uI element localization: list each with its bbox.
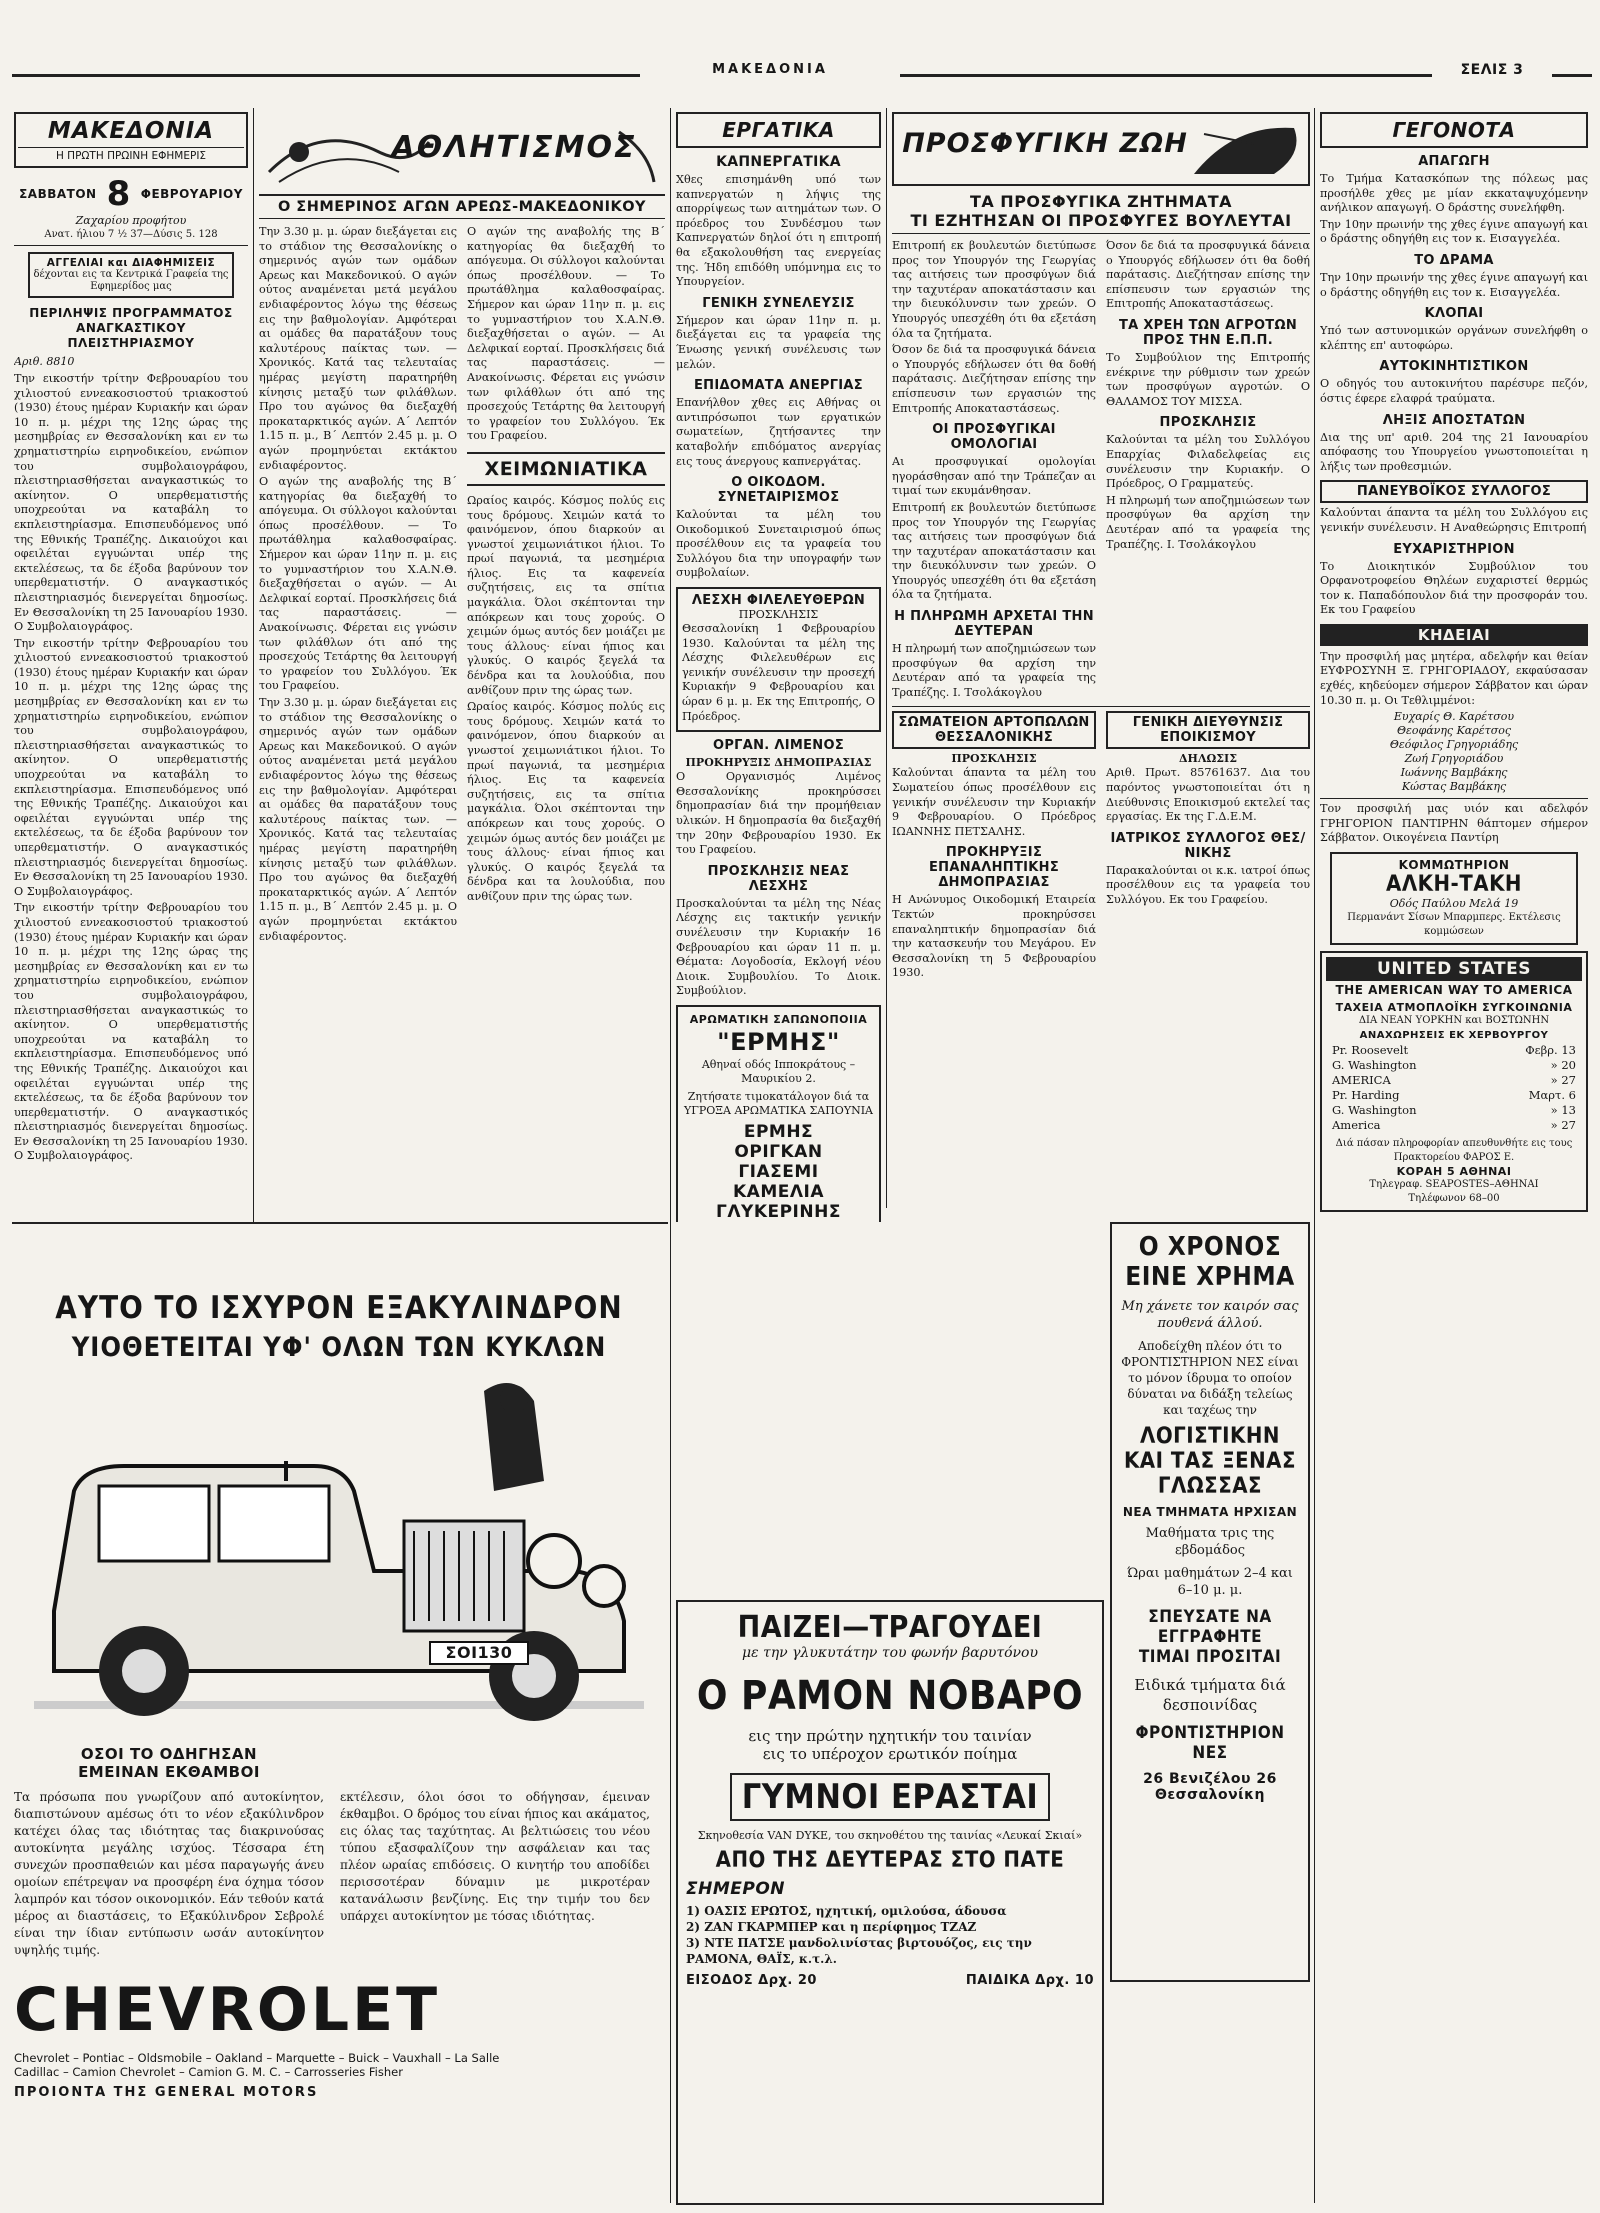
events-text-b-continued: Την 10ην πρωινήν της χθες έγινε απαγωγή και ο δράστης οδηγήθη εις τον κ. Εισαγγελέα. (1320, 270, 1588, 299)
nameplate-tagline: Η ΠΡΩΤΗ ΠΡΩΙΝΗ ΕΦΗΜΕΡΙΣ (18, 147, 244, 162)
tutoring-line-2: ΕΙΝΕ ΧΡΗΜΑ (1125, 1262, 1295, 1292)
labor-text-c: Επανήλθον χθες εις Αθήνας οι αντιπρόσωποι των εργατικών σωματείων, ζητήσαντες την καταβολήν επιδόματος ανεργίας εις τους άνεργους καπνεργάτας. (676, 396, 881, 468)
port-text: Ο Οργανισμός Λιμένος Θεσσαλονίκης προκηρύσσει δημοπρασίαν διά την προμήθειαν υλικών. Η δημοπρασία θα διεξαχθή την 20ην Φεβρουαρίου 1930. Εκ του Γραφείου. (676, 770, 881, 857)
sailing-day: 27 (1561, 1073, 1576, 1088)
column-rule (670, 108, 671, 2203)
sailing-row (1332, 1103, 1576, 1118)
column-3 (676, 112, 881, 1222)
sailing-row (1332, 1043, 1576, 1058)
mourner: Ζωή Γρηγοριάδου (1404, 752, 1504, 766)
labor-sub-1: ΓΕΝΙΚΗ ΣΥΝΕΛΕΥΣΙΣ (702, 295, 855, 311)
sports-text-a-continued: Ο αγών της αναβολής της Β΄ κατηγορίας θα διεξαχθή το απόγευμα. Οι σύλλογοι καλούνται όπως προσέλθουν. — Το πρωτάθλημα καλαθοσφαίρας. Σήμερον και ώραν 11ην π. μ. εις το γυμναστήριον του Χ.Α.Ν.Θ. διεξαχθήσεται ο αγών. — Αι Δελφικαί εορταί. Προσκλήσεις διά τας παραστάσεις. — Ανακοίνωσις. Φέρεται εις γνώσιν των φιλάθλων ότι από της προσεχούς Τετάρτης θα λειτουργή το γραφείον του Συλλόγου. Έκ του Γραφείου. (259, 475, 457, 693)
events-sub-5: ΛΗΞΙΣ ΑΠΟΣΤΑΤΩΝ (1382, 412, 1526, 428)
us-lines-ad (1320, 951, 1588, 1212)
chevrolet-models-2: Cadillac – Camion Chevrolet – Camion G. M. C. – Carrosseries Fisher (14, 2065, 403, 2079)
refugee-banner (892, 112, 1310, 186)
refugee-sub-2: ΤΑ ΧΡΕΗ ΤΩΝ ΑΓΡΟΤΩΝ ΠΡΟΣ ΤΗΝ Ε.Π.Π. (1118, 317, 1298, 348)
column-4 (892, 112, 1310, 1222)
auction-title: ΠΡΟΚΗΡΥΞΙΣ ΕΠΑΝΑΛΗΠΤΙΚΗΣ ΔΗΜΟΠΡΑΣΙΑΣ (928, 845, 1060, 891)
us-lines-text: ΤΑΧΕΙΑ ΑΤΜΟΠΛΟΪΚΗ ΣΥΓΚΟΙΝΩΝΙΑ (1335, 1001, 1573, 1015)
car-icon (14, 1371, 664, 1741)
column-rule (1314, 108, 1315, 2203)
bakers-title: ΣΩΜΑΤΕΙΟΝ ΑΡΤΟΠΩΛΩΝ ΘΕΣΣΑΛΟΝΙΚΗΣ (892, 711, 1096, 749)
funeral-title: ΚΗΔΕΙΑΙ (1320, 624, 1588, 646)
article-number: Αριθ. 8810 (14, 355, 75, 368)
masthead-strip (0, 48, 1600, 100)
thanks-text: Το Διοικητικόν Συμβούλιον του Ορφανοτροφείου Θηλέων ευχαριστεί θερμώς τον κ. Παπαδόπουλον διά την προσφοράν του. Εκ του Γραφείου (1320, 559, 1588, 617)
sailing-month: » (1550, 1118, 1558, 1133)
column-rule (886, 108, 887, 1208)
sailing-month: » (1550, 1073, 1558, 1088)
refugee-headline-2: ΤΙ ΕΖΗΤΗΣΑΝ ΟΙ ΠΡΟΣΦΥΓΕΣ ΒΟΥΛΕΥΤΑΙ (892, 211, 1310, 234)
ads-notice-box (28, 252, 234, 298)
cinema-film: 1) ΟΑΣΙΣ ΕΡΩΤΟΣ, ηχητική, ομιλούσα, άδουσα (686, 1904, 1007, 1918)
sailing-row (1332, 1088, 1576, 1103)
nameplate-title: ΜΑΚΕΔΟΝΙΑ (47, 118, 215, 144)
day-number: 8 (106, 174, 131, 214)
cinema-when: ΑΠΟ ΤΗΣ ΔΕΥΤΕΡΑΣ ΣΤΟ ΠΑΤΕ (715, 1848, 1065, 1873)
tutoring-big-2: ΚΑΙ ΤΑΣ ΞΕΝΑΣ (1123, 1449, 1297, 1474)
chevrolet-body-right: εκτέλεσιν, όλοι όσοι το οδήγησαν, έμειναν έκθαμβοι. Ο δρόμος του είναι ήπιος και ακάματος, εις όλας τας ταχύτητας. Αι βελτιώσεις του νέου τύπου εξασφαλίζουν την ασφάλειαν και τας πλέον ωραίας επιδόσεις. Ο κινητήρ του αποδίδει περισσοτέραν δύναμιν με μικροτέραν κατανάλωσιν βενζίνης. Εις την τιμήν του δεν υπάρχει αυτοκίνητον με τόσας ιδιότητας. (340, 1790, 650, 1923)
refugee-text-d: Το Συμβούλιον της Επιτροπής ενέκρινε την ρύθμισιν των χρεών των προσφύγων αγροτών. Ο ΘΑΛΑΜΟΣ ΤΟΥ ΜΙΣΣΑ. (1106, 350, 1310, 408)
refugee-text-a: Επιτροπή εκ βουλευτών διετύπωσε προς τον Υπουργόν της Γεωργίας τας αιτήσεις των προσφύγων διά την ταχυτέραν αποκατάστασιν και την διευκόλυνσιν των χρεών. Ο Υπουργός υπεσχέθη ότι θα εξετάση όλα τα ζητήματα. (892, 239, 1096, 340)
tutoring-line-7: Ώραι μαθημάτων 2–4 και 6–10 μ. μ. (1127, 1566, 1293, 1598)
us-lines-departures: ΑΝΑΧΩΡΗΣΕΙΣ ΕΚ ΧΕΡΒΟΥΡΓΟΥ (1359, 1030, 1549, 1042)
column-5 (1320, 112, 1588, 2207)
port-title: ΟΡΓΑΝ. ΛΙΜΕΝΟΣ (713, 738, 844, 754)
cinema-films (686, 1903, 1094, 1967)
sailing-day: 13 (1561, 1103, 1576, 1118)
us-lines-title: UNITED STATES (1326, 957, 1582, 981)
us-lines-agent-address: ΚΟΡΑΗ 5 ΑΘΗΝΑΙ (1396, 1165, 1512, 1179)
saint-of-day: Ζαχαρίου προφήτου (75, 214, 187, 227)
ship: Pr. Harding (1332, 1088, 1400, 1103)
refugee-sub-3: ΠΡΟΣΚΛΗΣΙΣ (1159, 415, 1257, 431)
cinema-ad (676, 1600, 1104, 2205)
chevrolet-slogan-1: ΑΥΤΟ ΤΟ ΙΣΧΥΡΟΝ ΕΞΑΚΥΛΙΝΔΡΟΝ (55, 1290, 623, 1326)
mourner: Θεόφιλος Γρηγοριάδης (1389, 738, 1519, 752)
tutoring-big-3: ΓΛΩΣΣΑΣ (1157, 1474, 1263, 1499)
refugee-headline-1: ΤΑ ΠΡΟΣΦΥΓΙΚΑ ΖΗΤΗΜΑΤΑ (969, 192, 1233, 211)
sailing-month: Μαρτ. (1528, 1088, 1566, 1103)
chevrolet-subhead-1: ΟΣΟΙ ΤΟ ΟΔΗΓΗΣΑΝ (80, 1745, 258, 1763)
tutoring-address: 26 Βενιζέλου 26 (1143, 1771, 1277, 1787)
refugee-sub-1: ΟΙ ΠΡΟΣΦΥΓΙΚΑΙ ΟΜΟΛΟΓΙΑΙ (932, 422, 1056, 453)
events-banner: ΓΕΓΟΝΟΤΑ (1320, 112, 1588, 148)
chevrolet-footer: ΠΡΟΙΟΝΤΑ ΤΗΣ GENERAL MOTORS (14, 2085, 319, 2100)
cinema-film: 2) ΖΑΝ ΓΚΑΡΜΠΕΡ και η περίφημος ΤΖΑΖ (686, 1920, 977, 1934)
chevrolet-brand: CHEVROLET (14, 1975, 441, 2045)
labor-banner: ΕΡΓΑΤΙΚΑ (676, 112, 881, 148)
cinema-today: ΣΗΜΕΡΟΝ (686, 1879, 786, 1899)
us-lines-phone: Τηλέφωνον 68–00 (1408, 1193, 1500, 1205)
cinema-prices (686, 1973, 1094, 1988)
us-lines-agent: Διά πάσαν πληροφορίαν απευθυνθήτε εις τους Πρακτορείου ΦΑΡΟΣ Ε. (1335, 1138, 1573, 1164)
new-club-text: Προσκαλούνται τα μέλη της Νέας Λέσχης εις τακτικήν γενικήν συνέλευσιν την Κυριακήν 16 Φεβρουαρίου και ώραν 11 π. μ. Θέματα: Λογοδοσία, Εκλογή νέου Διοικ. Συμβουλίου. Το Διοικ. Συμβούλιον. (676, 896, 881, 998)
club-text: Θεσσαλονίκη 1 Φεβρουαρίου 1930. Καλούνται τα μέλη της Λέσχης Φιλελευθέρων εις γενικήν συνέλευσιν την προσεχή Κυριακήν 9 Φεβρουαρίου και ώραν 6 μ. μ. Εκ της Επιτροπής, Ο Πρόεδρος. (682, 622, 875, 723)
sports-text-a: Την 3.30 μ. μ. ώραν διεξάγεται εις το στάδιον της Θεσσαλονίκης ο σημερινός αγών των ομάδων Αρεως και Μακεδονικού. Ο αγών ούτος αναμένεται μετά μεγάλου ενδιαφέροντος λόγω της θέσεως εις την βαθμολογίαν. Αμφότεραι αι ομάδες θα παρατάξουν τους καλυτέρους παίκτας των. — Χρονικός. Κατά τας τελευταίας ημέρας μεγίστη παρατηρήθη κίνησις μεταξύ των φιλάθλων. Προ του αγώνος θα διεξαχθή προκαταρκτικός αγών. Α΄ Λεπτόν 1.15 π. μ., Β΄ Λεπτόν 2.45 μ. μ. Ο αγών προμηνύεται εκτάκτου ενδιαφέροντος. (259, 225, 457, 472)
chevrolet-body-left: Τα πρόσωπα που γνωρίζουν από αυτοκίνητον, διαπιστώνουν αμέσως ότι το νέον εξακύλινδρον κατέχει όλας τας ιδιότητας τας διακρινούσας αυτοκίνητα μεγάλης ισχύος. Τέσσαρα έτη συνεχών προσπαθειών και μέσα παραγωγής άνευ ομοίων επέτρεψαν να προσφέρη ένα όχημα τόσον λαμπρόν και τόσον οικονομικόν. Εάν τεθούν κατά μέρος αι διαστάσεις, το Εξακύλινδρον Σεβρολέ είναι την ίδιαν εντύπωσιν ωσάν αυτοκίνητον υψηλής τιμής. (14, 1790, 324, 1957)
sailing-day: 6 (1568, 1088, 1576, 1103)
column-2 (259, 112, 665, 1217)
events-sub-3: ΚΛΟΠΑΙ (1424, 306, 1484, 322)
refugee-text-c-continued: Επιτροπή εκ βουλευτών διετύπωσε προς τον Υπουργόν της Γεωργίας τας αιτήσεις των προσφύγων διά την ταχυτέραν αποκατάστασιν και την διευκόλυνσιν των χρεών. Ο Υπουργός υπεσχέθη ότι θα εξετάση όλα τα ζητήματα. (892, 500, 1096, 602)
us-lines-telegraph: Τηλεγραφ. SEAPOSTES–ΑΘΗΝΑΙ (1369, 1179, 1539, 1191)
new-club-title: ΠΡΟΣΚΛΗΣΙΣ ΝΕΑΣ ΛΕΣΧΗΣ (707, 863, 850, 894)
refugee-text-b: Όσον δε διά τα προσφυγικά δάνεια ο Υπουργός εδήλωσεν ότι θα δοθή παράτασις. Διεζήτησαν επίσης την επίσπευσιν των εργασιών της Επιτροπής Αποκαταστάσεως. (1106, 239, 1310, 311)
cinema-film: 3) ΝΤΕ ΠΑΤΣΕ μανδολινίστας βιρτουόζος, εις την ΡΑΜΟΝΑ, ΘΑΪΣ, κ.τ.λ. (686, 1936, 1032, 1966)
sailing-row (1332, 1118, 1576, 1133)
events-text-e: Δια της υπ' αριθ. 204 της 21 Ιανουαρίου απόφασης του Υπουργείου γνωστοποιείται η λήξις των προθεσμιών. (1320, 430, 1588, 473)
article-body-continued: Την εικοστήν τρίτην Φεβρουαρίου του χιλιοστού εννεακοσιοστού τριακοστού (1930) έτους ημέραν Κυριακήν και ώραν 10 π. μ. μέχρι της 12ης ώρας της μεσημβρίας εν Θεσσαλονίκη και εν τω χρηματιστηρίω ειρηνοδικείου, ενώπιον του συμβολαιογράφου, πλειστηριασθήσεται αναγκαστικώς το ακίνητον. Ο υπερθεματιστής υποχρεούται να καταβάλη το εκπλειστηρίασμα. Επισπευδόμενος υπό της Εθνικής Τραπέζης. Δικαιούχοι και οφειλέται εγγυώνται υπέρ της εκτελέσεως, τα δε έξοδα βαρύνουν τον υπερθεματιστήν. Ο αναγκαστικός πλειστηριασμός διενεργείται δημοσίως. Εν Θεσσαλονίκη τη 25 Ιανουαρίου 1930. Ο Συμβολαιογράφος. (14, 901, 248, 1163)
us-lines-route: ΔΙΑ ΝΕΑΝ ΥΟΡΚΗΝ και ΒΟΣΤΩΝΗΝ (1358, 1015, 1550, 1027)
labor-text-d: Καλούνται τα μέλη του Οικοδομικού Συνεταιρισμού όπως προσέλθουν εις τα γραφεία του Συλλόγου δια την υπογραφήν των συμβολαίων. (676, 508, 881, 580)
chevrolet-ad (14, 1290, 664, 2205)
winter-title: ΧΕΙΜΩΝΙΑΤΙΚΑ (467, 452, 665, 486)
refugee-text-e: Καλούνται τα μέλη του Συλλόγου Επαρχίας Φιλαδελφείας εις συνέλευσιν την Κυριακήν. Ο Πρόεδρος, Ο Γραμματεύς. (1106, 433, 1310, 491)
cinema-mid-2: εις το υπέροχον ερωτικόν ποίημα (762, 1745, 1018, 1763)
tutoring-line-8: ΣΠΕΥΣΑΤΕ ΝΑ ΕΓΓΡΑΦΗΤΕ (1148, 1607, 1272, 1647)
sports-text-a-continued: Την 3.30 μ. μ. ώραν διεξάγεται εις το στάδιον της Θεσσαλονίκης ο σημερινός αγών των ομάδων Αρεως και Μακεδονικού. Ο αγών ούτος αναμένεται μετά μεγάλου ενδιαφέροντος λόγω της θέσεως εις την βαθμολογίαν. Αμφότεραι αι ομάδες θα παρατάξουν τους καλυτέρους παίκτας των. — Χρονικός. Κατά τας τελευταίας ημέρας μεγίστη παρατηρήθη κίνησις μεταξύ των φιλάθλων. Προ του αγώνος θα διεξαχθή προκαταρκτικός αγών. Α΄ Λεπτόν 1.15 π. μ., Β΄ Λεπτόν 2.45 μ. μ. Ο αγών προμηνύεται εκτάκτου ενδιαφέροντος. (259, 696, 457, 943)
mourner: Κώστας Βαμβάκης (1401, 780, 1507, 794)
sailing-row (1332, 1058, 1576, 1073)
license-plate: ΣΟΙ130 (429, 1641, 529, 1665)
ship: G. Washington (1332, 1058, 1417, 1073)
us-lines-sub: THE AMERICAN WAY TO AMERICA (1335, 983, 1573, 998)
tutoring-line-9: ΤΙΜΑΙ ΠΡΟΣΙΤΑΙ (1138, 1647, 1282, 1667)
salon-address: Οδός Παύλου Μελά 19 (1389, 897, 1519, 911)
refugee-text-a-continued: Όσον δε διά τα προσφυγικά δάνεια ο Υπουργός εδήλωσεν ότι θα δοθή παράτασις. Διεζήτησαν επίσης την επίσπευσιν των εργασιών της Επιτροπής Αποκαταστάσεως. (892, 343, 1096, 415)
soap-title: ΑΡΩΜΑΤΙΚΗ ΣΑΠΩΝΟΠΟΙΙΑ (689, 1012, 868, 1026)
tutoring-line-5: ΝΕΑ ΤΜΗΜΑΤΑ ΗΡΧΙΣΑΝ (1122, 1505, 1298, 1519)
article-body: Την εικοστήν τρίτην Φεβρουαρίου του χιλιοστού εννεακοσιοστού τριακοστού (1930) έτους ημέραν Κυριακήν και ώραν 10 π. μ. μέχρι της 12ης ώρας της μεσημβρίας εν Θεσσαλονίκη και εν τω χρηματιστηρίω ειρηνοδικείου, ενώπιον του συμβολαιογράφου, πλειστηριασθήσεται αναγκαστικώς το ακίνητον. Ο υπερθεματιστής υποχρεούται να καταβάλη το εκπλειστηρίασμα. Επισπευδόμενος υπό της Εθνικής Τραπέζης. Δικαιούχοι και οφειλέται εγγυώνται υπέρ της εκτελέσεως, τα δε έξοδα βαρύνουν τον υπερθεματιστήν. Ο αναγκαστικός πλειστηριασμός διενεργείται δημοσίως. Εν Θεσσαλονίκη τη 25 Ιανουαρίου 1930. Ο Συμβολαιογράφος. (14, 372, 248, 634)
ship: America (1332, 1118, 1381, 1133)
tutoring-big-1: ΛΟΓΙΣΤΙΚΗΝ (1140, 1424, 1280, 1449)
tutoring-city: Θεσσαλονίκη (1154, 1787, 1265, 1803)
doctors-text: Παρακαλούνται οι κ.κ. ιατροί όπως προσέλθουν εις τα γραφεία του Συλλόγου. Εκ του Γραφείου. (1106, 863, 1310, 906)
supply-title: ΓΕΝΙΚΗ ΔΙΕΥΘΥΝΣΙΣ ΕΠΟΙΚΙΣΜΟΥ (1106, 711, 1310, 749)
cinema-price-adult: ΕΙΣΟΔΟΣ Δρχ. 20 (686, 1973, 817, 1988)
sports-two-columns (259, 225, 665, 946)
page-number: ΣΕΛΙΣ 3 (1432, 62, 1552, 84)
club-title: ΛΕΣΧΗ ΦΙΛΕΛΕΥΘΕΡΩΝ (691, 593, 866, 609)
refugee-sub-4: Η ΠΛΗΡΩΜΗ ΑΡΧΕΤΑΙ ΤΗΝ ΔΕΥΤΕΡΑΝ (894, 609, 1094, 640)
sailing-month: » (1550, 1103, 1558, 1118)
refugee-text-c: Αι προσφυγικαί ομολογίαι ηγοράσθησαν από την Τράπεζαν αι τιμαί των εκυμάνθησαν. (892, 455, 1096, 498)
mourner: Θεοφάνης Καρέτσος (1396, 724, 1511, 738)
sailing-day: 13 (1561, 1043, 1576, 1058)
funeral-text: Την προσφιλή μας μητέρα, αδελφήν και θείαν ΕΥΦΡΟΣΥΝΗ Ξ. ΓΡΗΓΟΡΙΑΔΟΥ, εκφαύσασαν εχθές, κηδεύομεν σήμερον Σάββατον και ώραν 10.30 π. μ. Οι Τεθλιμμένοι: (1320, 649, 1588, 707)
car-illustration (14, 1371, 664, 1741)
tutoring-line-10: Ειδικά τμήματα διά δεσποινίδας (1134, 1676, 1286, 1714)
events-text-a: Το Τμήμα Κατασκόπων της πόλεως μας προσήλθε χθες με μίαν εκκαταψυχόμενην ανήλικον απαγωγή. Ο δράστης συνελήφθη. (1320, 172, 1588, 215)
mourner: Ιωάννης Βαμβάκης (1400, 766, 1508, 780)
soap-brand: "ΕΡΜΗΣ" (717, 1027, 840, 1056)
supply-text: Αριθ. Πρωτ. 85761637. Δια του παρόντος γνωστοποιείται ότι η Διεύθυνσις Εποικισμού εκτελεί τας εργασίας. Εκ της Γ.Δ.Ε.Μ. (1106, 766, 1310, 824)
club-text: Καλούνται άπαντα τα μέλη του Συλλόγου εις γενικήν συνέλευσιν. Η Αναθεώρησις Επιτροπή (1320, 506, 1588, 534)
soap-ad (676, 1005, 881, 1222)
port-sub: ΠΡΟΚΗΡΥΞΙΣ ΔΗΜΟΠΡΑΣΙΑΣ (685, 756, 872, 770)
chevrolet-models-1: Chevrolet – Pontiac – Oldsmobile – Oakland – Marquette – Buick – Vauxhall – La Salle (14, 2051, 500, 2065)
tutoring-line-6: Μαθήματα τρις της εβδομάδος (1145, 1526, 1275, 1558)
labor-text-b: Σήμερον και ώραν 11ην π. μ. διεξάγεται εις τα γραφεία της Ένωσης γενική συνέλευσις των μελών. (676, 313, 881, 371)
cinema-price-child: ΠΑΙΔΙΚΑ Δρχ. 10 (965, 1973, 1094, 1988)
sports-text-b: Ο αγών της αναβολής της Β΄ κατηγορίας θα διεξαχθή το απόγευμα. Οι σύλλογοι καλούνται όπως προσέλθουν. — Το πρωτάθλημα καλαθοσφαίρας. Σήμερον και ώραν 11ην π. μ. εις το γυμναστήριον του Χ.Α.Ν.Θ. διεξαχθήσεται ο αγών. — Αι Δελφικαί εορταί. Προσκλήσεις διά τας παραστάσεις. — Ανακοίνωσις. Φέρεται εις γνώσιν των φιλάθλων ότι από της προσεχούς Τετάρτης θα λειτουργή το γραφείον του Συλλόγου. Έκ του Γραφείου. (467, 225, 665, 443)
month: ΦΕΒΡΟΥΑΡΙΟΥ (140, 187, 243, 201)
tutoring-ad (1110, 1222, 1310, 1982)
ship: G. Washington (1332, 1103, 1417, 1118)
tutoring-line-1: Ο ΧΡΟΝΟΣ (1138, 1232, 1282, 1262)
bakers-text: Καλούνται άπαντα τα μέλη του Σωματείου όπως προσέλθουν εις γενικήν συνέλευσιν την Κυριακήν 9 Φεβρουαρίου. Ο Πρόεδρος ΙΩΑΝΝΗΣ ΠΕΤΣΑΛΗΣ. (892, 766, 1096, 838)
soap-address: Αθηναί οδός Ιπποκράτους – Μαυρικίου 2. (701, 1057, 856, 1085)
column-1 (14, 112, 248, 1217)
winter-text-continued: Ωραίος καιρός. Κόσμος πολύς εις τους δρόμους. Χειμών κατά το φαινόμενον, όπου διαρκούν αι γνωστοί χειμωνιάτικοι ήλιοι. Το πρωί παγωνιά, τα μεσημέρια ήλιος. Εις τα καφενεία συζητήσεις, εις τα σπίτια μαγκάλια. Όλοι σκέπτονται την απόκρεων και τους χορούς. Ο χειμών όμως αυτός δεν μοιάζει με τους άλλους· είναι ήπιος και γλυκύς. Ο καιρός ξεγελά τα δένδρα και τα λουλούδια, που ανθίζουν πριν της ώρας των. (467, 700, 665, 903)
auction-text: Η Ανώνυμος Οικοδομική Εταιρεία Τεκτών προκηρύσσει επαναληπτικήν δημοπρασίαν διά την κατασκευήν του Μεγάρου. Εν Θεσσαλονίκη τη 5 Φεβρουαρίου 1930. (892, 893, 1096, 980)
winter-text: Ωραίος καιρός. Κόσμος πολύς εις τους δρόμους. Χειμών κατά το φαινόμενον, όπου διαρκούν αι γνωστοί χειμωνιάτικοι ήλιοι. Το πρωί παγωνιά, τα μεσημέρια ήλιος. Εις τα καφενεία συζητήσεις, εις τα σπίτια μαγκάλια. Όλοι σκέπτονται την απόκρεων και τους χορούς. Ο χειμών όμως αυτός δεν μοιάζει με τους άλλους· είναι ήπιος και γλυκύς. Ο καιρός ξεγελά τα δένδρα και τα λουλούδια, που ανθίζουν πριν της ώρας των. (467, 493, 665, 697)
sailing-month: Φεβρ. (1525, 1043, 1558, 1058)
masthead-paper-name: ΜΑΚΕΔΟΝΙΑ (640, 62, 900, 84)
chevrolet-body (14, 1789, 664, 1961)
doctors-title: ΙΑΤΡΙΚΟΣ ΣΥΛΛΟΓΟΣ ΘΕΣ/ΝΙΚΗΣ (1110, 830, 1306, 861)
ads-notice-title: ΑΓΓΕΛΙΑΙ και ΔΙΑΦΗΜΙΣΕΙΣ (46, 257, 216, 269)
refugee-banner-title: ΠΡΟΣΦΥΓΙΚΗ ΖΩΗ (902, 128, 1188, 159)
labor-sub-3: Ο ΟΙΚΟΔΟΜ. ΣΥΝΕΤΑΙΡΙΣΜΟΣ (717, 475, 840, 506)
cinema-title: ΓΥΜΝΟΙ ΕΡΑΣΤΑΙ (730, 1773, 1051, 1821)
events-sub-2: ΤΟ ΔΡΑΜΑ (1414, 252, 1494, 268)
soap-text: Ζητήσατε τιμοκατάλογον διά τα ΥΓΡΟΞΑ ΑΡΩΜΑΤΙΚΑ ΣΑΠΟΥΝΙΑ (683, 1089, 873, 1117)
ads-notice-text: δέχονται εις τα Κεντρικά Γραφεία της Εφημερίδος μας (33, 269, 229, 292)
chevrolet-subhead-2: ΕΜΕΙΝΑΝ ΕΚΘΑΜΒΟΙ (78, 1763, 260, 1781)
salon-name: ΑΛΚΗ-ΤΑΚΗ (1386, 872, 1522, 898)
club-sub: ΠΡΟΣΚΛΗΣΙΣ (738, 608, 819, 622)
sailing-month: » (1550, 1058, 1558, 1073)
sports-headline: Ο ΣΗΜΕΡΙΝΟΣ ΑΓΩΝ ΑΡΕΩΣ-ΜΑΚΕΔΟΝΙΚΟΥ (259, 194, 665, 219)
cinema-director: Σκηνοθεσία VAN DYKE, του σκηνοθέτου της ταινίας «Λευκαί Σκιαί» (697, 1829, 1083, 1842)
cinema-star: Ο ΡΑΜΟΝ ΝΟΒΑΡΟ (696, 1673, 1084, 1719)
sailing-row (1332, 1073, 1576, 1088)
soap-product: ΓΙΑΣΕΜΙ (738, 1161, 819, 1182)
refugee-text-e-continued: Η πληρωμή των αποζημιώσεων των προσφύγων θα αρχίση την Δευτέραν από τα γραφεία της Τραπέζης. Ι. Τσολάκογλου (1106, 493, 1310, 551)
sailing-table (1326, 1043, 1582, 1133)
salon-ad (1330, 852, 1578, 945)
chevrolet-slogan-2: ΥΙΟΘΕΤΕΙΤΑΙ ΥΦ' ΟΛΩΝ ΤΩΝ ΚΥΚΛΩΝ (71, 1332, 607, 1363)
salon-title: ΚΟΜΜΩΤΗΡΙΟΝ (1398, 858, 1510, 873)
cinema-mid: εις την πρώτην ηχητικήν του ταινίαν (748, 1727, 1032, 1745)
soap-product: ΕΡΜΗΣ (743, 1121, 814, 1142)
column-rule (253, 108, 254, 1223)
funeral-2-text: Τον προσφιλή μας υιόν και αδελφόν ΓΡΗΓΟΡΙΟΝ ΠΑΝΤΙΡΗΝ θάπτομεν σήμερον Σάββατον. Οικογένεια Παντίρη (1320, 798, 1588, 846)
tutoring-line-3: Μη χάνετε τον καιρόν σας πουθενά άλλού. (1121, 1299, 1299, 1331)
ship: Pr. Roosevelt (1332, 1043, 1409, 1058)
bakers-sub: ΠΡΟΣΚΛΗΣΙΣ (951, 752, 1037, 766)
refugee-text-f: Η πληρωμή των αποζημιώσεων των προσφύγων θα αρχίση την Δευτέραν από τα γραφεία της Τραπέζης. Ι. Τσολάκογλου (892, 642, 1096, 699)
events-sub-4: ΑΥΤΟΚΙΝΗΤΙΣΤΙΚΟΝ (1379, 359, 1529, 375)
events-text-c: Υπό των αστυνομικών οργάνων συνελήφθη ο κλέπτης επ' αυτοφώρω. (1320, 324, 1588, 352)
sports-banner-title: ΑΘΛΗΤΙΣΜΟΣ (391, 130, 637, 165)
article-title: ΠΕΡΙΛΗΨΙΣ ΠΡΟΓΡΑΜΜΑΤΟΣ ΑΝΑΓΚΑΣΤΙΚΟΥ ΠΛΕΙΣΤΗΡΙΑΣΜΟΥ (29, 306, 233, 350)
labor-text-a: Χθες επισημάνθη υπό των καπνεργατών η λήψις της απορρίψεως των αιτημάτων των. Ο πρόεδρος του Συνδέσμου των Καπνεργατών δηλοί ότι η επιτροπή θα εξακολουθήση τας ενεργείας της. Ήδη επιδόθη υπόμνημα εις το Υπουργείον. (676, 173, 881, 289)
mourner-list (1320, 710, 1588, 794)
thanks-title: ΕΥΧΑΡΙΣΤΗΡΙΟΝ (1393, 541, 1515, 557)
tutoring-line-4: Αποδείχθη πλέον ότι το ΦΡΟΝΤΙΣΤΗΡΙΟΝ ΝΕΣ είναι το μόνον ίδρυμα το οποίον δύναται να διδάξη τελείως και ταχέως την (1121, 1339, 1299, 1417)
mourner: Ευχαρίς Θ. Καρέτσου (1393, 710, 1515, 724)
cinema-top: ΠΑΙΖΕΙ—ΤΡΑΓΟΥΔΕΙ (737, 1610, 1043, 1645)
events-sub-1: ΑΠΑΓΩΓΗ (1418, 154, 1490, 169)
sports-banner (259, 112, 665, 190)
section-rule (12, 1222, 668, 1224)
supply-sub: ΔΗΛΩΣΙΣ (1179, 752, 1237, 766)
labor-section: ΚΑΠΝΕΡΓΑΤΙΚΑ (716, 154, 841, 170)
tutoring-school: ΦΡΟΝΤΙΣΤΗΡΙΟΝ ΝΕΣ (1135, 1723, 1285, 1763)
events-text-b: Την 10ην πρωινήν της χθες έγινε απαγωγή και ο δράστης οδηγήθη εις τον κ. Εισαγγελέα. (1320, 217, 1588, 246)
club-notice (676, 587, 881, 732)
article-body-continued: Την εικοστήν τρίτην Φεβρουαρίου του χιλιοστού εννεακοσιοστού τριακοστού (1930) έτους ημέραν Κυριακήν και ώραν 10 π. μ. μέχρι της 12ης ώρας της μεσημβρίας εν Θεσσαλονίκη και εν τω χρηματιστηρίω ειρηνοδικείου, ενώπιον του συμβολαιογράφου, πλειστηριασθήσεται αναγκαστικώς το ακίνητον. Ο υπερθεματιστής υποχρεούται να καταβάλη το εκπλειστηρίασμα. Επισπευδόμενος υπό της Εθνικής Τραπέζης. Δικαιούχοι και οφειλέται εγγυώνται υπέρ της εκτελέσεως, τα δε έξοδα βαρύνουν τον υπερθεματιστήν. Ο αναγκαστικός πλειστηριασμός διενεργείται δημοσίως. Εν Θεσσαλονίκη τη 25 Ιανουαρίου 1930. Ο Συμβολαιογράφος. (14, 636, 248, 898)
soap-product: ΓΛΥΚΕΡΙΝΗΣ (716, 1201, 841, 1222)
events-text-d: Ο οδηγός του αυτοκινήτου παρέσυρε πεζόν, όστις έφερε ελαφρά τραύματα. (1320, 377, 1588, 405)
ship: AMERICA (1332, 1073, 1391, 1088)
club-title: ΠΑΝΕΥΒΟΪΚΟΣ ΣΥΛΛΟΓΟΣ (1320, 480, 1588, 503)
cinema-sub: με την γλυκυτάτην του φωνήν βαρυτόνου (741, 1645, 1039, 1661)
sailing-day: 27 (1561, 1118, 1576, 1133)
sailing-day: 20 (1561, 1058, 1576, 1073)
sunrise-sunset: Ανατ. ήλιου 7 ½ 37—Δύσις 5. 128 (14, 228, 248, 246)
soap-product: ΚΑΜΕΛΙΑ (733, 1181, 824, 1202)
date-block (14, 174, 248, 214)
labor-sub-2: ΕΠΙΔΟΜΑΤΑ ΑΝΕΡΓΙΑΣ (694, 378, 863, 394)
soap-product: ΟΡΙΓΚΑΝ (734, 1141, 823, 1162)
weekday: ΣΑΒΒΑΤΟΝ (19, 187, 97, 201)
nameplate-box (14, 112, 248, 168)
salon-text: Περμανάντ Σίσων Μπαρμπερς. Εκτέλεσις κομμώσεων (1347, 912, 1561, 938)
